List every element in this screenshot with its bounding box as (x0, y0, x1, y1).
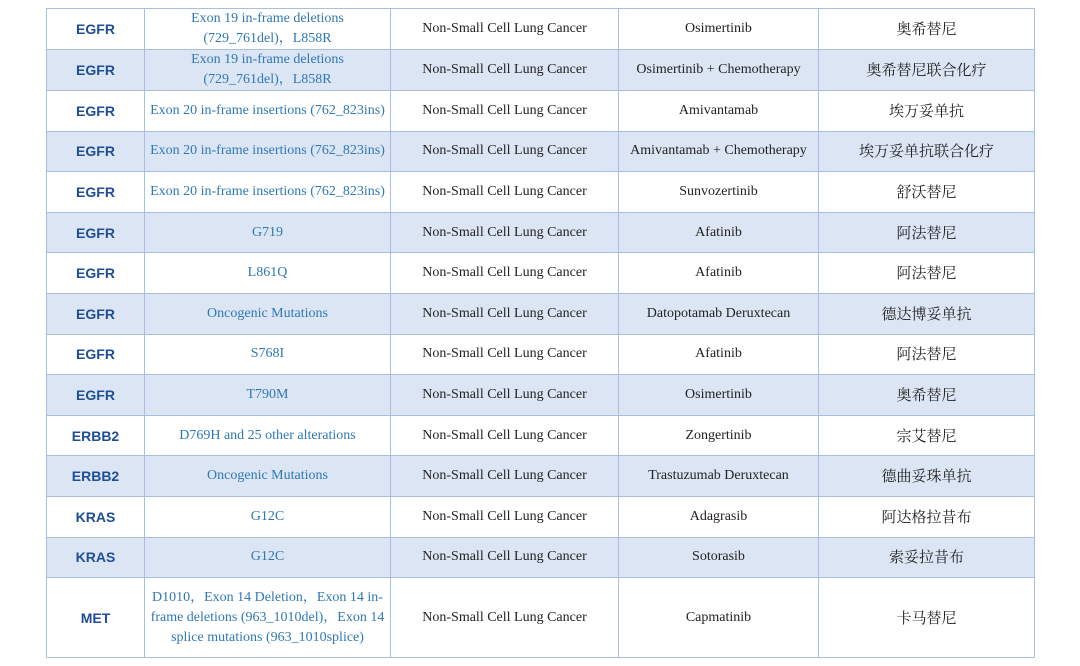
table-row (47, 496, 1035, 537)
cancer-type-cell: Non-Small Cell Lung Cancer (391, 9, 619, 50)
cancer-type-cell: Non-Small Cell Lung Cancer (391, 537, 619, 578)
drug-cell: Osimertinib (619, 9, 819, 50)
alteration-cell: G12C (145, 537, 391, 578)
alteration-cell: Exon 19 in-frame deletions (729_761del)，L858R (145, 9, 391, 50)
alteration-cell: L861Q (145, 253, 391, 294)
table-row (47, 172, 1035, 213)
drug-cell: Afatinib (619, 212, 819, 253)
alteration-cell: S768I (145, 334, 391, 375)
table-row (47, 537, 1035, 578)
table-row (47, 375, 1035, 416)
alteration-cell: Exon 20 in-frame insertions (762_823ins) (145, 131, 391, 172)
drug-table (46, 8, 1035, 658)
alteration-cell: T790M (145, 375, 391, 416)
drug-chinese-cell: 阿法替尼 (819, 212, 1035, 253)
drug-cell: Datopotamab Deruxtecan (619, 293, 819, 334)
gene-cell: MET (47, 578, 145, 658)
cancer-type-cell: Non-Small Cell Lung Cancer (391, 212, 619, 253)
table-row (47, 253, 1035, 294)
drug-chinese-cell: 德达博妥单抗 (819, 293, 1035, 334)
gene-cell: ERBB2 (47, 456, 145, 497)
drug-chinese-cell: 阿达格拉昔布 (819, 496, 1035, 537)
drug-cell: Capmatinib (619, 578, 819, 658)
alteration-cell: G12C (145, 496, 391, 537)
drug-cell: Amivantamab + Chemotherapy (619, 131, 819, 172)
table-row (47, 415, 1035, 456)
cancer-type-cell: Non-Small Cell Lung Cancer (391, 375, 619, 416)
table-row (47, 456, 1035, 497)
alteration-cell: D769H and 25 other alterations (145, 415, 391, 456)
table-row (47, 9, 1035, 50)
drug-chinese-cell: 奥希替尼联合化疗 (819, 50, 1035, 91)
table-row (47, 334, 1035, 375)
gene-cell: EGFR (47, 334, 145, 375)
table-row (47, 212, 1035, 253)
gene-cell: EGFR (47, 172, 145, 213)
gene-cell: EGFR (47, 131, 145, 172)
table-row (47, 293, 1035, 334)
drug-cell: Amivantamab (619, 91, 819, 132)
drug-chinese-cell: 奥希替尼 (819, 9, 1035, 50)
gene-cell: EGFR (47, 50, 145, 91)
drug-chinese-cell: 奥希替尼 (819, 375, 1035, 416)
gene-cell: EGFR (47, 375, 145, 416)
alteration-cell: Exon 19 in-frame deletions (729_761del)，L858R (145, 50, 391, 91)
cancer-type-cell: Non-Small Cell Lung Cancer (391, 91, 619, 132)
drug-cell: Adagrasib (619, 496, 819, 537)
cancer-type-cell: Non-Small Cell Lung Cancer (391, 131, 619, 172)
drug-chinese-cell: 舒沃替尼 (819, 172, 1035, 213)
cancer-type-cell: Non-Small Cell Lung Cancer (391, 496, 619, 537)
table-row (47, 131, 1035, 172)
table-row (47, 50, 1035, 91)
alteration-cell: G719 (145, 212, 391, 253)
alteration-cell: Exon 20 in-frame insertions (762_823ins) (145, 172, 391, 213)
cancer-type-cell: Non-Small Cell Lung Cancer (391, 172, 619, 213)
cancer-type-cell: Non-Small Cell Lung Cancer (391, 578, 619, 658)
drug-cell: Osimertinib + Chemotherapy (619, 50, 819, 91)
drug-cell: Afatinib (619, 334, 819, 375)
gene-cell: EGFR (47, 293, 145, 334)
table-row (47, 578, 1035, 658)
alteration-cell: Oncogenic Mutations (145, 456, 391, 497)
drug-chinese-cell: 埃万妥单抗 (819, 91, 1035, 132)
drug-cell: Sunvozertinib (619, 172, 819, 213)
gene-cell: KRAS (47, 537, 145, 578)
gene-cell: EGFR (47, 212, 145, 253)
cancer-type-cell: Non-Small Cell Lung Cancer (391, 334, 619, 375)
drug-chinese-cell: 卡马替尼 (819, 578, 1035, 658)
cancer-type-cell: Non-Small Cell Lung Cancer (391, 293, 619, 334)
cancer-type-cell: Non-Small Cell Lung Cancer (391, 456, 619, 497)
drug-chinese-cell: 阿法替尼 (819, 253, 1035, 294)
gene-cell: EGFR (47, 9, 145, 50)
drug-cell: Zongertinib (619, 415, 819, 456)
cancer-type-cell: Non-Small Cell Lung Cancer (391, 253, 619, 294)
drug-chinese-cell: 索妥拉昔布 (819, 537, 1035, 578)
gene-cell: KRAS (47, 496, 145, 537)
drug-cell: Afatinib (619, 253, 819, 294)
table-row (47, 91, 1035, 132)
gene-cell: ERBB2 (47, 415, 145, 456)
drug-chinese-cell: 阿法替尼 (819, 334, 1035, 375)
drug-chinese-cell: 德曲妥珠单抗 (819, 456, 1035, 497)
drug-chinese-cell: 埃万妥单抗联合化疗 (819, 131, 1035, 172)
cancer-type-cell: Non-Small Cell Lung Cancer (391, 50, 619, 91)
drug-chinese-cell: 宗艾替尼 (819, 415, 1035, 456)
cancer-type-cell: Non-Small Cell Lung Cancer (391, 415, 619, 456)
alteration-cell: Oncogenic Mutations (145, 293, 391, 334)
alteration-cell: Exon 20 in-frame insertions (762_823ins) (145, 91, 391, 132)
drug-cell: Trastuzumab Deruxtecan (619, 456, 819, 497)
drug-cell: Osimertinib (619, 375, 819, 416)
gene-cell: EGFR (47, 91, 145, 132)
gene-cell: EGFR (47, 253, 145, 294)
alteration-cell: D1010，Exon 14 Deletion，Exon 14 in-frame deletions (963_1010del)，Exon 14 splice mutations (963_1010splice) (145, 578, 391, 658)
drug-table-container (46, 8, 1034, 658)
drug-cell: Sotorasib (619, 537, 819, 578)
